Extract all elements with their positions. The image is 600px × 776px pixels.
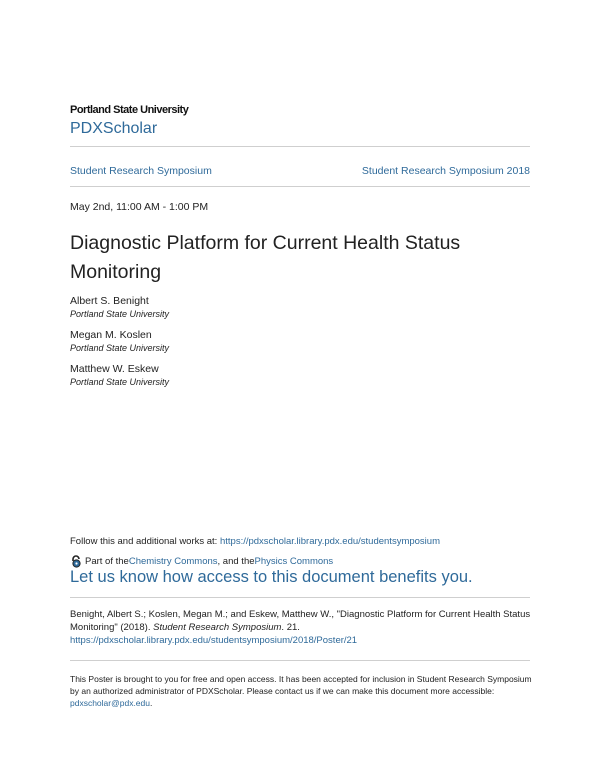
breadcrumb-symposium-year-link[interactable]: Student Research Symposium 2018 <box>361 165 530 177</box>
citation-suffix: . 21. <box>281 622 300 633</box>
author-name: Matthew W. Eskew <box>70 363 159 375</box>
part-of-middle: , and the <box>217 556 255 567</box>
paper-title: Diagnostic Platform for Current Health Status Monitoring <box>70 232 461 283</box>
citation-url-link[interactable]: https://pdxscholar.library.pdx.edu/studentsymposium/2018/Poster/21 <box>70 635 358 646</box>
symposium-url-link[interactable]: https://pdxscholar.library.pdx.edu/studentsymposium <box>219 536 440 547</box>
author-entry <box>70 329 169 353</box>
author-name: Megan M. Koslen <box>70 329 152 341</box>
notice-end: . <box>149 698 153 708</box>
author-affiliation: Portland State University <box>70 377 170 387</box>
benefit-feedback-link[interactable]: Let us know how access to this document benefits you. <box>70 568 473 586</box>
notice-divider <box>70 660 530 661</box>
event-date: May 2nd, 11:00 AM - 1:00 PM <box>70 201 209 213</box>
citation-divider <box>70 597 530 598</box>
author-list <box>70 295 169 397</box>
follow-line <box>70 536 440 547</box>
author-affiliation: Portland State University <box>70 309 170 319</box>
notice-text: This Poster is brought to you for free and open access. It has been accepted for inclusion in Student Research Symposium by an authorized administrator of PDXScholar. Please contact us if we can make this document more accessible: <box>70 674 532 696</box>
author-entry <box>70 295 169 319</box>
breadcrumb-divider <box>70 186 530 187</box>
breadcrumb-symposium-link[interactable]: Student Research Symposium <box>70 165 212 177</box>
access-notice <box>70 673 540 709</box>
citation-text: Benight, Albert S.; Koslen, Megan M.; and Eskew, Matthew W., "Diagnostic Platform for Current Health Status Monitoring" (2018). <box>70 609 531 633</box>
contact-email-link[interactable]: pdxscholar@pdx.edu <box>70 698 150 708</box>
author-affiliation: Portland State University <box>70 343 170 353</box>
part-of-prefix: Part of the <box>85 556 129 567</box>
author-entry <box>70 363 169 387</box>
chemistry-commons-link[interactable]: Chemistry Commons <box>128 556 218 567</box>
follow-prefix: Follow this and additional works at: <box>70 536 220 547</box>
university-name: Portland State University <box>70 104 189 116</box>
repository-logo-link[interactable]: PDXScholar <box>70 120 158 137</box>
open-access-icon <box>70 555 83 568</box>
author-name: Albert S. Benight <box>70 295 149 307</box>
header-divider <box>70 146 530 147</box>
citation-block <box>70 608 540 647</box>
citation-journal: Student Research Symposium <box>153 622 282 633</box>
physics-commons-link[interactable]: Physics Commons <box>254 556 334 567</box>
part-of-line <box>70 555 333 568</box>
